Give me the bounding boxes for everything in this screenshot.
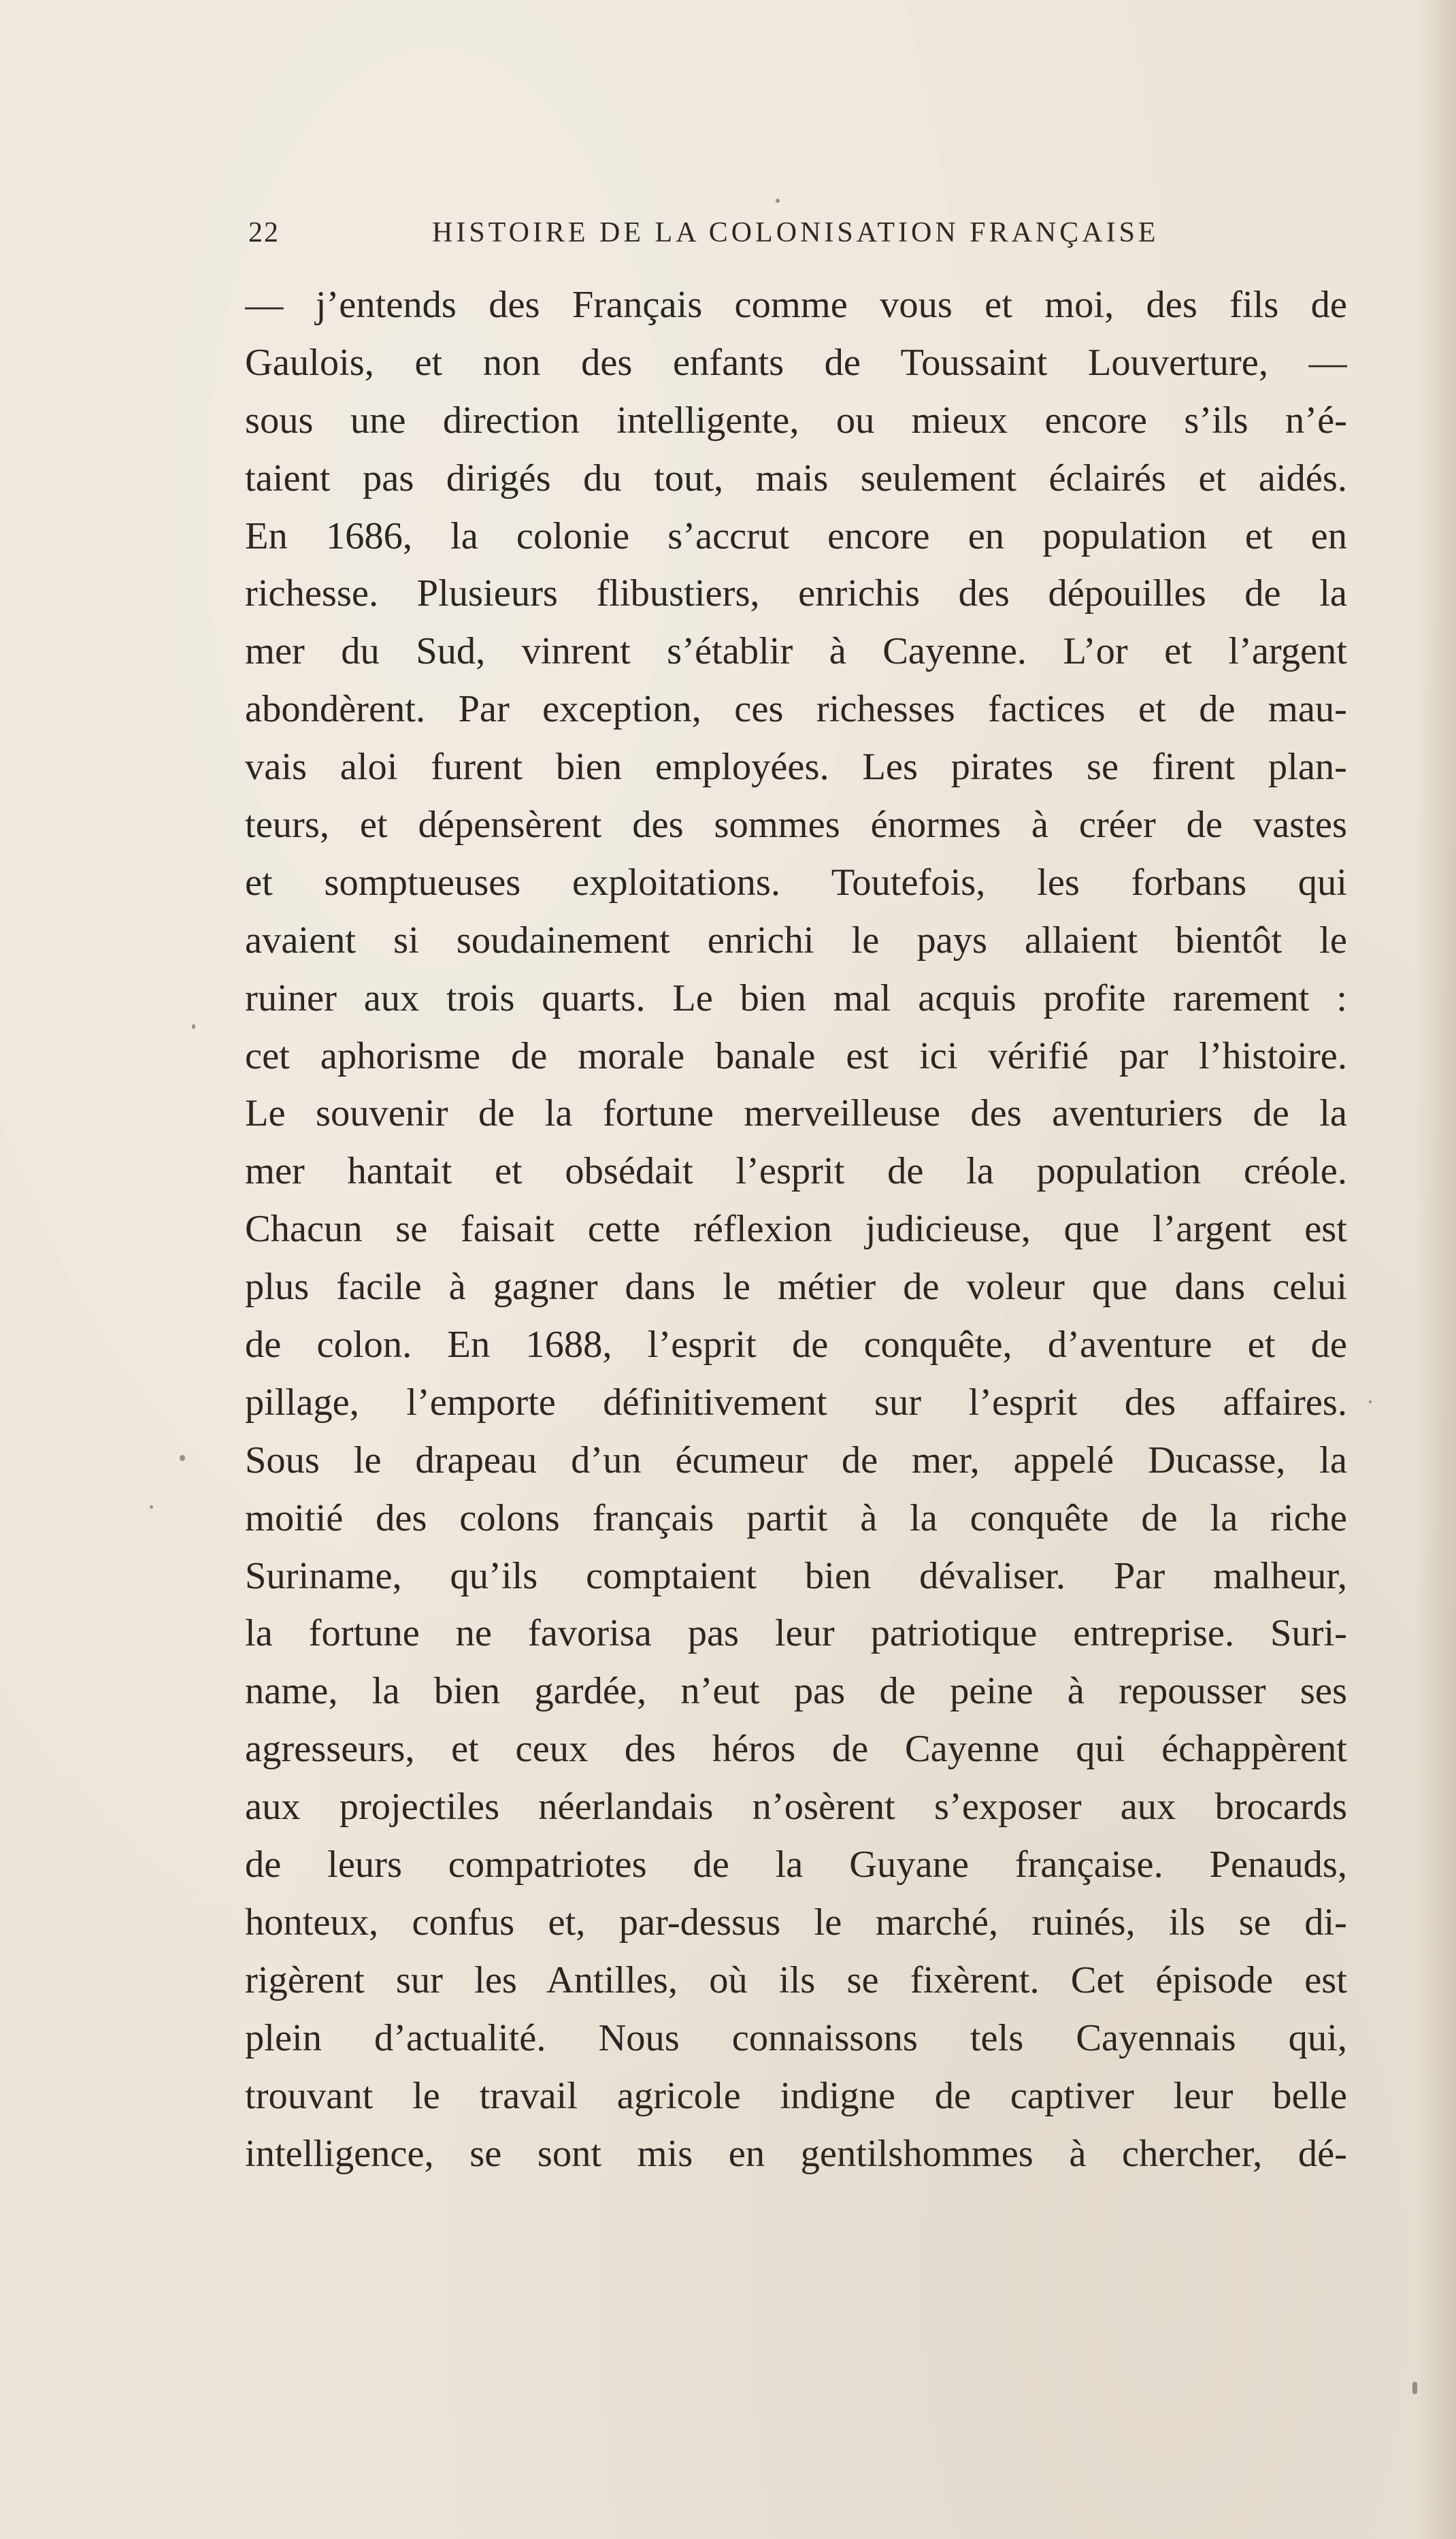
text-line: la fortune ne favorisa pas leur patriotique entreprise. Suri- <box>245 1612 1347 1655</box>
body-text <box>245 276 1347 2182</box>
text-line: pillage, l’emporte définitivement sur l’esprit des affaires. <box>245 1381 1347 1424</box>
text-line: mer du Sud, vinrent s’établir à Cayenne. L’or et l’argent <box>245 630 1347 673</box>
text-line: agresseurs, et ceux des héros de Cayenne qui échappèrent <box>245 1728 1347 1771</box>
text-line: plein d’actualité. Nous connaissons tels Cayennais qui, <box>245 2016 1347 2059</box>
text-line: — j’entends des Français comme vous et moi, des fils de <box>245 284 1347 326</box>
running-title: HISTOIRE DE LA COLONISATION FRANÇAISE <box>432 217 1159 248</box>
text-line: aux projectiles néerlandais n’osèrent s’exposer aux brocards <box>245 1786 1347 1829</box>
text-line: moitié des colons français partit à la conquête de la riche <box>245 1496 1347 1539</box>
text-line: Sous le drapeau d’un écumeur de mer, appelé Ducasse, la <box>245 1439 1347 1481</box>
text-line: avaient si soudainement enrichi le pays allaient bientôt le <box>245 919 1347 962</box>
text-line: abondèrent. Par exception, ces richesses factices et de mau- <box>245 688 1347 731</box>
text-line: de colon. En 1688, l’esprit de conquête, d’aventure et de <box>245 1324 1347 1366</box>
text-line: ruiner aux trois quarts. Le bien mal acquis profite rarement : <box>245 977 1347 1019</box>
page-edge-shadow <box>1415 0 1456 2539</box>
text-line: Chacun se faisait cette réflexion judicieuse, que l’argent est <box>245 1208 1347 1251</box>
text-line: Gaulois, et non des enfants de Toussaint Louverture, — <box>245 341 1347 384</box>
text-line: taient pas dirigés du tout, mais seulement éclairés et aidés. <box>245 457 1347 499</box>
text-line: rigèrent sur les Antilles, où ils se fixèrent. Cet épisode est <box>245 1959 1347 2001</box>
text-line: sous une direction intelligente, ou mieux encore s’ils n’é- <box>245 399 1347 442</box>
paper-speck <box>1369 1400 1372 1403</box>
text-line: Suriname, qu’ils comptaient bien dévaliser. Par malheur, <box>245 1554 1347 1597</box>
text-line: cet aphorisme de morale banale est ici vérifié par l’histoire. <box>245 1034 1347 1077</box>
text-line: vais aloi furent bien employées. Les pirates se firent plan- <box>245 746 1347 789</box>
text-line: plus facile à gagner dans le métier de voleur que dans celui <box>245 1266 1347 1309</box>
text-line: teurs, et dépensèrent des sommes énormes à créer de vastes <box>245 804 1347 847</box>
text-line: Le souvenir de la fortune merveilleuse des aventuriers de la <box>245 1092 1347 1135</box>
text-line: honteux, confus et, par-dessus le marché, ruinés, ils se di- <box>245 1901 1347 1944</box>
text-line: trouvant le travail agricole indigne de captiver leur belle <box>245 2074 1347 2117</box>
paper-speck <box>776 199 780 203</box>
paper-speck <box>180 1455 185 1461</box>
text-line: En 1686, la colonie s’accrut encore en population et en <box>245 514 1347 557</box>
page-header <box>248 216 1177 264</box>
page-number: 22 <box>248 217 280 248</box>
text-line: mer hantait et obsédait l’esprit de la population créole. <box>245 1150 1347 1193</box>
text-line: intelligence, se sont mis en gentilshommes à chercher, dé- <box>245 2132 1347 2175</box>
paper-speck <box>192 1024 195 1029</box>
paper-speck <box>150 1505 153 1509</box>
text-line: et somptueuses exploitations. Toutefois, les forbans qui <box>245 861 1347 904</box>
text-line: richesse. Plusieurs flibustiers, enrichis des dépouilles de la <box>245 572 1347 615</box>
text-line: name, la bien gardée, n’eut pas de peine à repousser ses <box>245 1670 1347 1713</box>
text-line: de leurs compatriotes de la Guyane française. Penauds, <box>245 1844 1347 1886</box>
